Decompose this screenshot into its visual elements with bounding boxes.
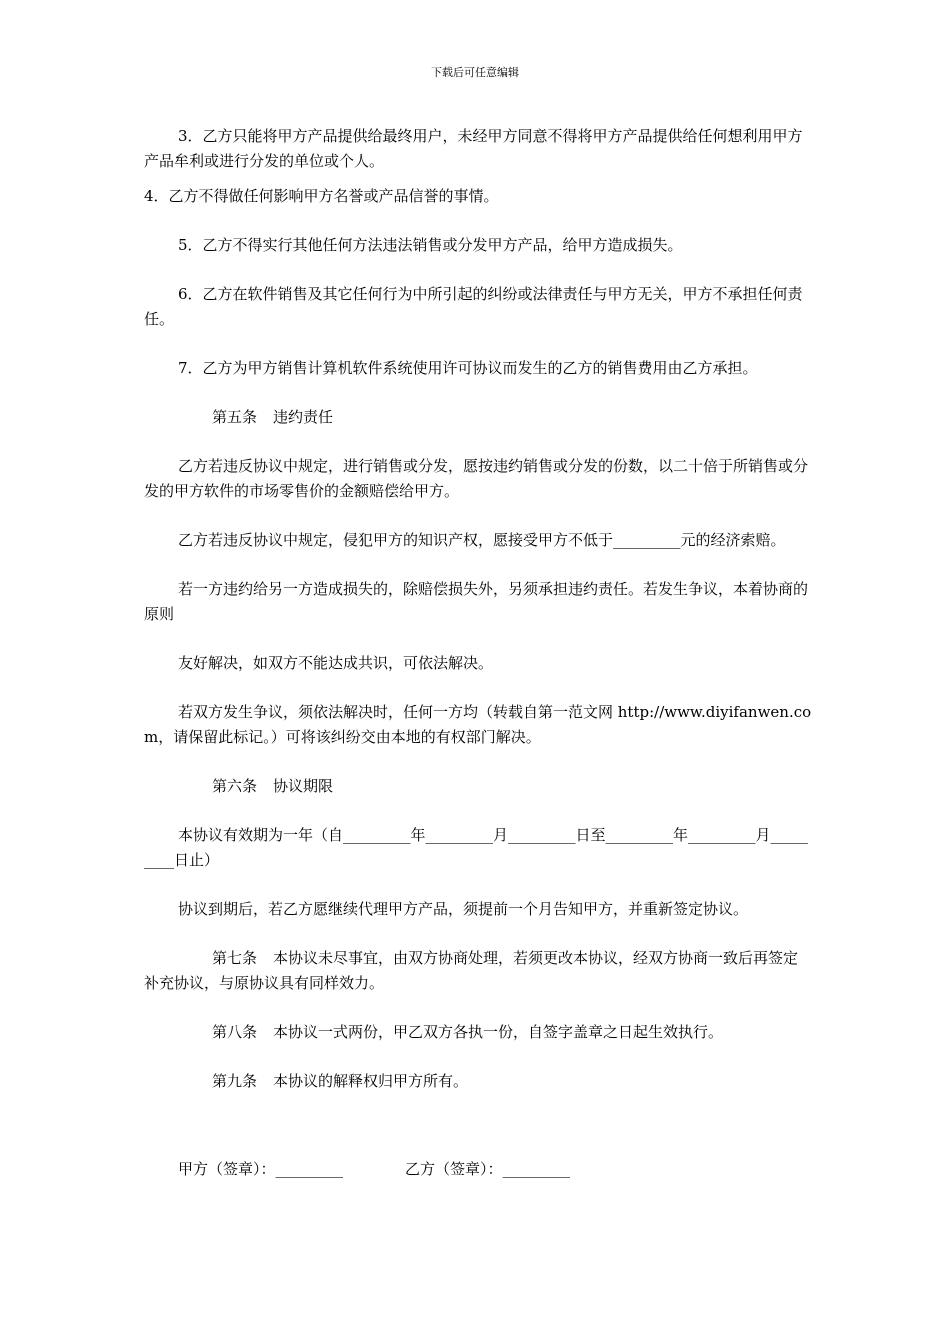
- article-7-label: 第七条: [212, 949, 258, 967]
- party-b-signature: 乙方（签章）：_________: [405, 1160, 571, 1178]
- clause-4: 4．乙方不得做任何影响甲方名誉或产品信誉的事情。: [144, 187, 499, 205]
- article-8-text: 本协议一式两份，甲乙双方各执一份，自签字盖章之日起生效执行。: [273, 1023, 724, 1041]
- breach-paragraph-5: 若双方发生争议，须依法解决时，任何一方均（转载自第一范文网 http://www.diyifanwen.com，请保留此标记。）可将该纠纷交由本地的有权部门解决。: [144, 703, 812, 746]
- article-8: [144, 1020, 812, 1045]
- article-5-title: 违约责任: [273, 408, 334, 426]
- breach-paragraph-1: 乙方若违反协议中规定，进行销售或分发，愿按违约销售或分发的份数，以二十倍于所销售或分发的甲方软件的市场零售价的金额赔偿给甲方。: [144, 457, 809, 500]
- article-6-heading: [144, 774, 812, 799]
- article-5-heading: [144, 405, 812, 430]
- term-paragraph-1: 本协议有效期为一年（自_________年_________月_________日至_________年_________月_________日止）: [144, 826, 809, 869]
- clause-3: 3．乙方只能将甲方产品提供给最终用户，未经甲方同意不得将甲方产品提供给任何想利用甲方产品牟利或进行分发的单位或个人。: [144, 127, 803, 170]
- clause-7: 7．乙方为甲方销售计算机软件系统使用许可协议而发生的乙方的销售费用由乙方承担。: [178, 359, 758, 377]
- party-a-signature: 甲方（签章）：_________: [178, 1160, 344, 1178]
- clause-6: 6．乙方在软件销售及其它任何行为中所引起的纠纷或法律责任与甲方无关，甲方不承担任何责任。: [144, 285, 803, 328]
- article-7: [144, 946, 812, 996]
- article-9: [144, 1069, 812, 1094]
- clause-5: 5．乙方不得实行其他任何方法违法销售或分发甲方产品，给甲方造成损失。: [178, 236, 683, 254]
- breach-paragraph-4: 友好解决，如双方不能达成共识，可依法解决。: [178, 654, 494, 672]
- article-9-text: 本协议的解释权归甲方所有。: [273, 1072, 469, 1090]
- document-body: [144, 124, 812, 1094]
- page-header-note: 下载后可任意编辑: [431, 66, 519, 79]
- breach-paragraph-3: 若一方违约给另一方造成损失的，除赔偿损失外，另须承担违约责任。若发生争议，本着协商的原则: [144, 580, 809, 623]
- signature-row: [178, 1157, 570, 1182]
- article-6-title: 协议期限: [273, 777, 334, 795]
- article-9-label: 第九条: [212, 1072, 258, 1090]
- term-paragraph-2: 协议到期后，若乙方愿继续代理甲方产品，须提前一个月告知甲方，并重新签定协议。: [178, 900, 749, 918]
- article-8-label: 第八条: [212, 1023, 258, 1041]
- breach-paragraph-2: 乙方若违反协议中规定，侵犯甲方的知识产权，愿接受甲方不低于_________元的经济索赔。: [178, 531, 786, 549]
- article-6-label: 第六条: [212, 777, 258, 795]
- article-5-label: 第五条: [212, 408, 258, 426]
- article-7-text: 本协议未尽事宜，由双方协商处理，若须更改本协议，经双方协商一致后再签定补充协议，与原协议具有同样效力。: [144, 949, 799, 992]
